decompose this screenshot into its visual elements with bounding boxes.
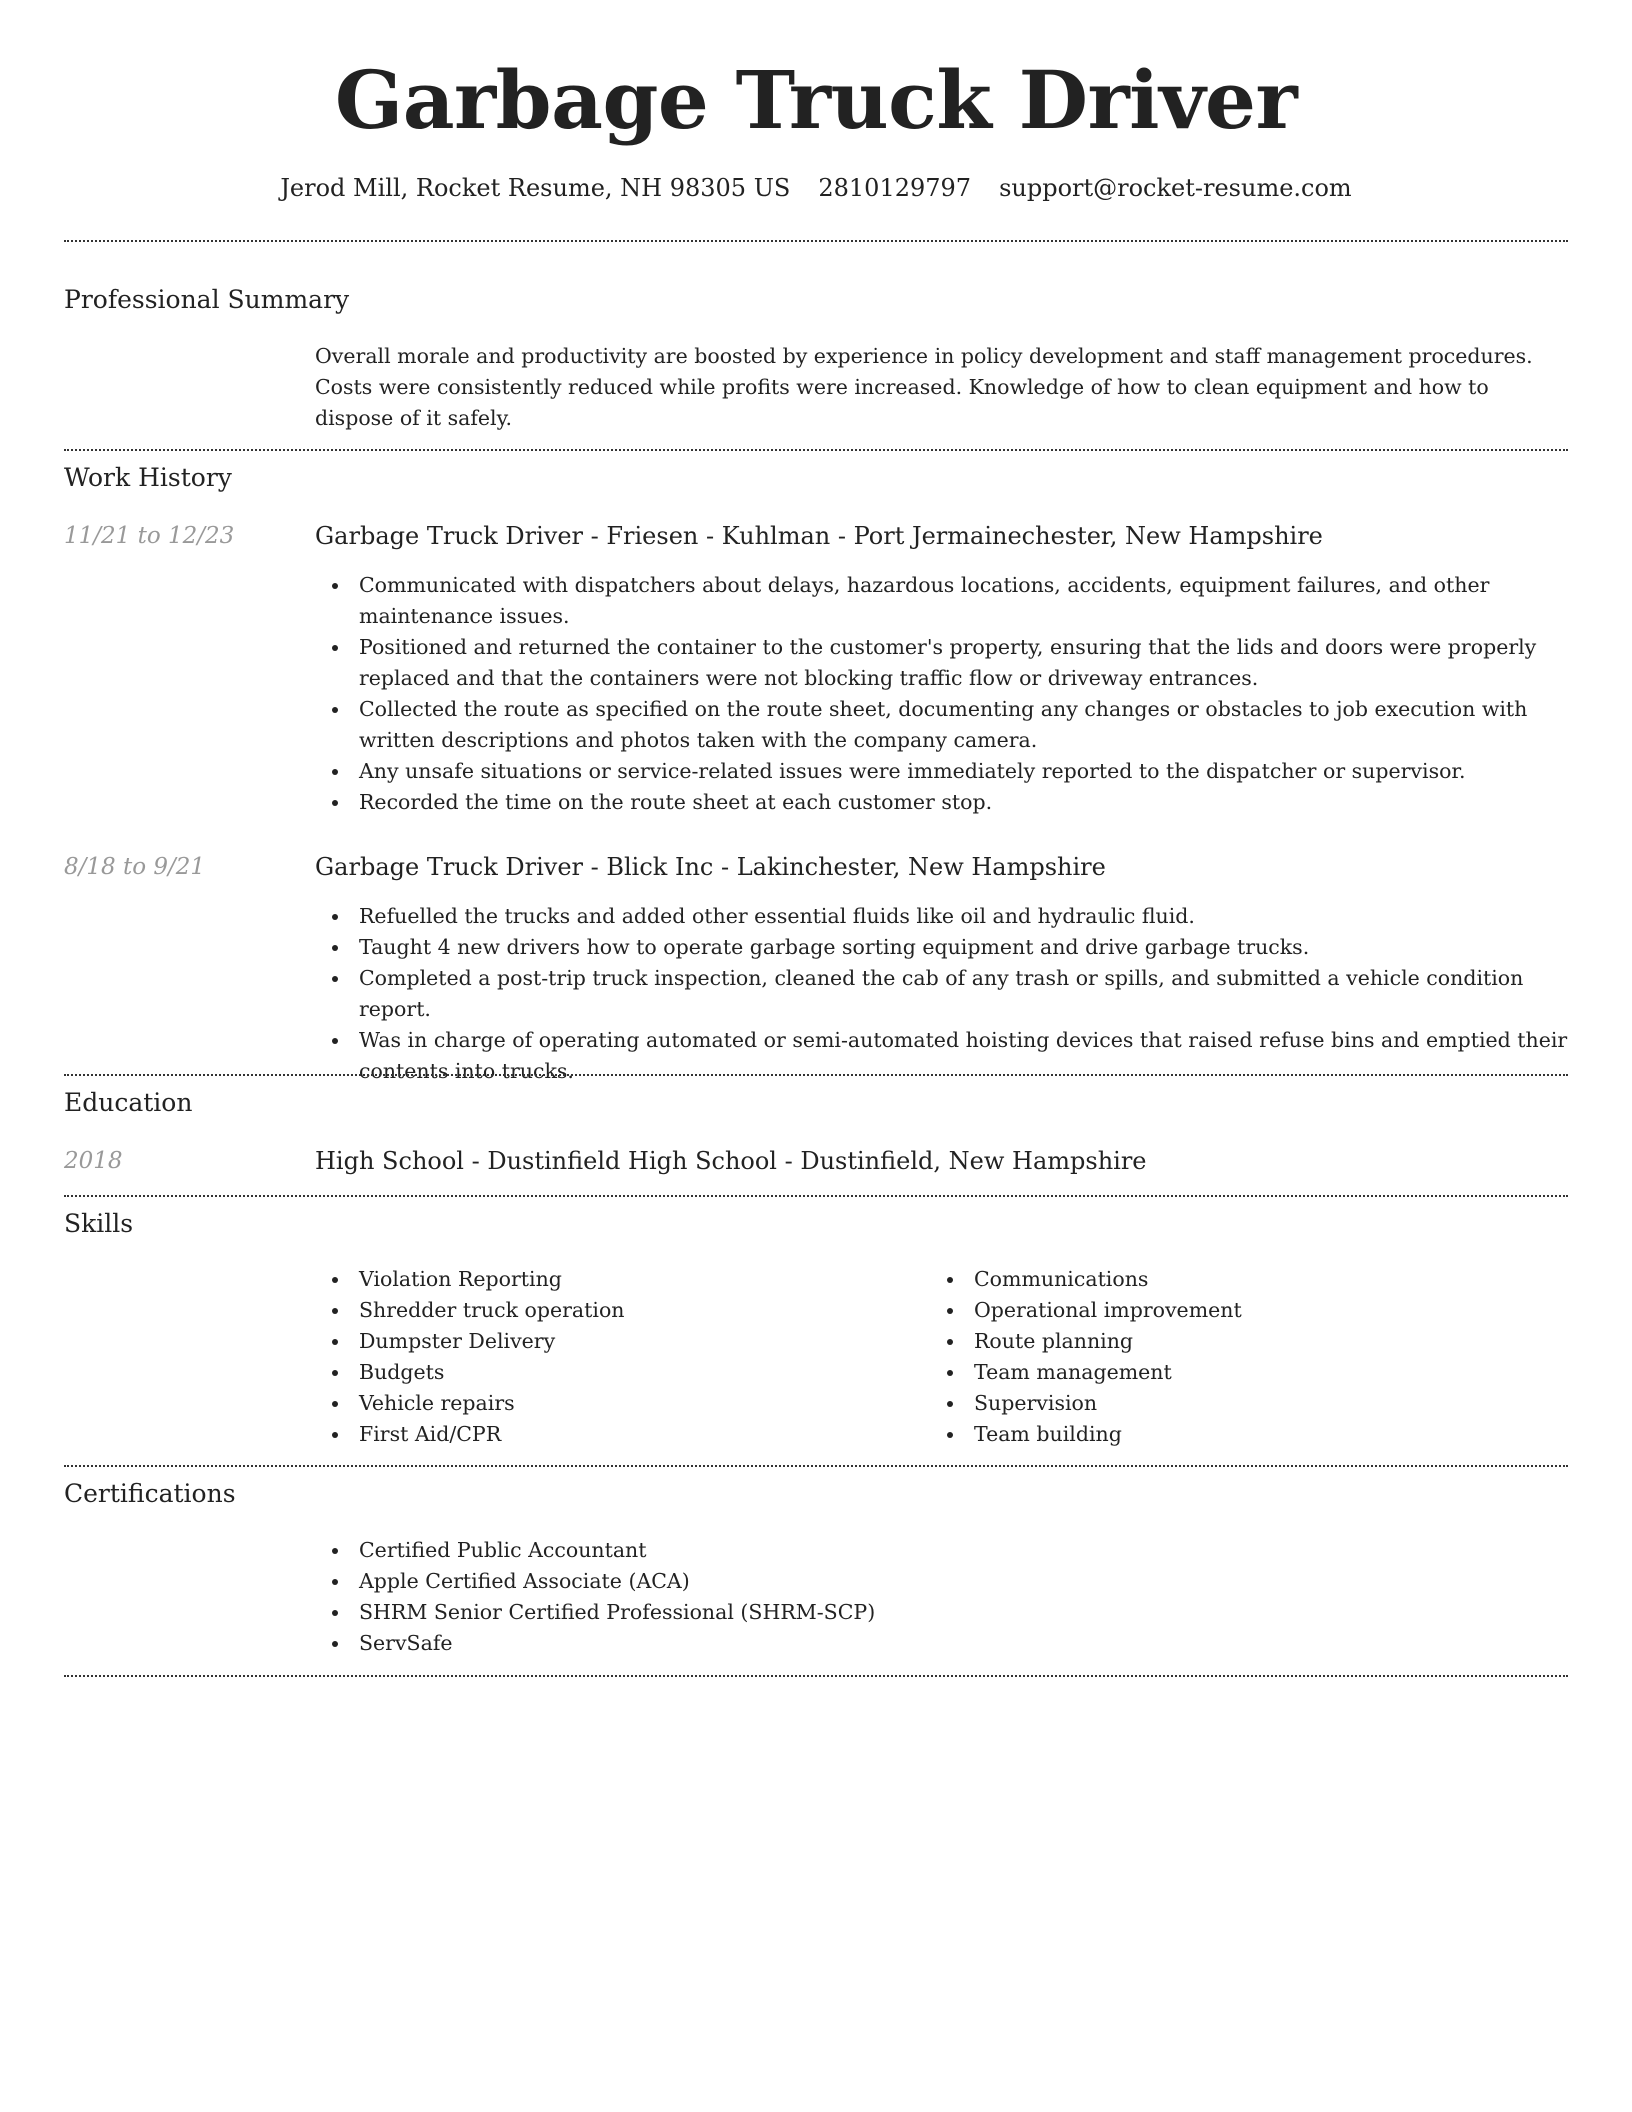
divider [64, 240, 1568, 242]
section-title-education: Education [64, 1088, 193, 1117]
job-dates: 8/18 to 9/21 [64, 854, 206, 880]
contact-line [64, 172, 1568, 204]
list-item: Shredder truck operation [315, 1295, 915, 1326]
divider [64, 449, 1568, 451]
job-dates: 11/21 to 12/23 [64, 523, 235, 549]
list-item: Refuelled the trucks and added other essential fluids like oil and hydraulic fluid. [315, 901, 1568, 932]
job-details: - Friesen - Kuhlman - Port Jermainechester, New Hampshire [583, 522, 1323, 550]
list-item: Positioned and returned the container to the customer's property, ensuring that the lids and doors were properly replaced and that the containers were not blocking traffic flow or driveway entrances. [315, 632, 1568, 694]
job-bullets [315, 901, 1568, 1087]
job-role: Garbage Truck Driver [315, 853, 583, 881]
list-item: Dumpster Delivery [315, 1326, 915, 1357]
certifications-list [315, 1535, 1568, 1659]
education-year: 2018 [64, 1148, 123, 1174]
contact-phone: 2810129797 [818, 174, 972, 202]
divider [64, 1074, 1568, 1076]
list-item: SHRM Senior Certified Professional (SHRM-SCP) [315, 1597, 1568, 1628]
list-item: Vehicle repairs [315, 1388, 915, 1419]
skills-list-left [315, 1264, 915, 1450]
contact-email: support@rocket-resume.com [999, 174, 1352, 202]
education-degree: High School [315, 1147, 464, 1175]
list-item: Any unsafe situations or service-related issues were immediately reported to the dispatcher or supervisor. [315, 756, 1568, 787]
section-title-certifications: Certifications [64, 1479, 236, 1508]
contact-address: Jerod Mill, Rocket Resume, NH 98305 US [280, 174, 791, 202]
list-item: Operational improvement [930, 1295, 1530, 1326]
list-item: First Aid/CPR [315, 1419, 915, 1450]
job-details: - Blick Inc - Lakinchester, New Hampshire [583, 853, 1106, 881]
list-item: Budgets [315, 1357, 915, 1388]
list-item: Communicated with dispatchers about delays, hazardous locations, accidents, equipment failures, and other maintenance issues. [315, 570, 1568, 632]
list-item: Completed a post-trip truck inspection, cleaned the cab of any trash or spills, and submitted a vehicle condition report. [315, 963, 1568, 1025]
divider [64, 1195, 1568, 1197]
section-title-summary: Professional Summary [64, 285, 350, 314]
list-item: Violation Reporting [315, 1264, 915, 1295]
job-role: Garbage Truck Driver [315, 522, 583, 550]
list-item: Route planning [930, 1326, 1530, 1357]
list-item: Apple Certified Associate (ACA) [315, 1566, 1568, 1597]
summary-text: Overall morale and productivity are boosted by experience in policy development and staff management procedures. Costs were consistently reduced while profits were increased. Knowledge of how to clean equipment and how to dispose of it safely. [315, 344, 1533, 430]
job-title [315, 520, 1568, 552]
divider [64, 1675, 1568, 1677]
list-item: Was in charge of operating automated or semi-automated hoisting devices that raised refuse bins and emptied their contents into trucks. [315, 1025, 1568, 1087]
section-title-work: Work History [64, 463, 232, 492]
divider [64, 1465, 1568, 1467]
section-title-skills: Skills [64, 1209, 134, 1238]
list-item: Taught 4 new drivers how to operate garbage sorting equipment and drive garbage trucks. [315, 932, 1568, 963]
skills-list-right [930, 1264, 1530, 1450]
education-details: - Dustinfield High School - Dustinfield, New Hampshire [463, 1147, 1147, 1175]
list-item: Certified Public Accountant [315, 1535, 1568, 1566]
list-item: Team building [930, 1419, 1530, 1450]
resume-name: Garbage Truck Driver [334, 53, 1298, 147]
job-bullets [315, 570, 1568, 818]
list-item: Team management [930, 1357, 1530, 1388]
education-entry [315, 1145, 1568, 1177]
list-item: Collected the route as specified on the route sheet, documenting any changes or obstacles to job execution with written descriptions and photos taken with the company camera. [315, 694, 1568, 756]
list-item: Communications [930, 1264, 1530, 1295]
list-item: ServSafe [315, 1628, 1568, 1659]
list-item: Supervision [930, 1388, 1530, 1419]
job-title [315, 851, 1568, 883]
list-item: Recorded the time on the route sheet at each customer stop. [315, 787, 1568, 818]
